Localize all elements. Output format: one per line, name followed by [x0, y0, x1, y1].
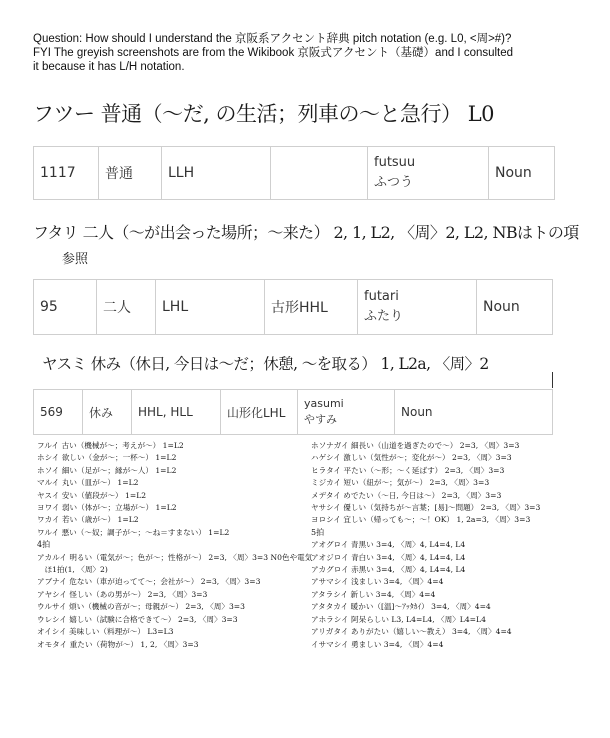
cell-kanji: 二人	[97, 280, 156, 335]
cell-number: 569	[34, 390, 83, 435]
dict-line: アタタカイ 暖かい（[温]〜ｱｯﾀｶｲ） 3=4, 〈周〉4=4	[311, 602, 491, 612]
table-row	[34, 147, 555, 200]
dict-line: フルイ 古い（機械が〜；考えが〜） 1=L2	[37, 441, 184, 450]
dict-line: オモタイ 重たい（荷物が〜） 1, 2, 〈周〉3=3	[37, 639, 199, 649]
dict-line: アヤシイ 怪しい（あの男が〜） 2=3, 〈周〉3=3	[37, 589, 208, 599]
dict-line: オイシイ 美味しい（料理が〜） L3=L3	[37, 627, 174, 637]
dict-line: ヨロシイ 宜しい（帰っても〜；〜！OK） 1, 2a=3, 〈周〉3=3	[311, 515, 531, 525]
dict-entry-yasumi: ヤスミ 休み（休日, 今日は〜だ；休憩, 〜を取る） 1, L2a, 〈周〉2	[42, 355, 489, 373]
cell-pos: Noun	[489, 147, 555, 200]
question-line-1: Question: How should I understand the 京阪系アクセント辞典 pitch notation (e.g. L0, <周>#)?	[33, 33, 512, 45]
dict-entry-futsuu: フツー 普通（〜だ, の生活；列車の〜と急行） L0	[33, 102, 495, 126]
question-line-2: FYI The greyish screenshots are from the Wikibook 京阪式アクセント（基礎）and I consulted	[33, 47, 514, 59]
reading-romaji: yasumi	[304, 397, 344, 410]
dict-line: メデタイ めでたい（〜日, 今日は〜） 2=3, 〈周〉3=3	[311, 490, 502, 500]
reading-romaji: futari	[364, 289, 399, 304]
dict-line: ワカイ 若い（歳が〜） 1=L2	[37, 515, 139, 525]
dict-line: ホソナガイ 細長い（山道を過ぎたので〜） 2=3, 〈周〉3=3	[311, 441, 520, 450]
dict-line: アホラシイ 阿呆らしい L3, L4=L4, 〈周〉L4=L4	[311, 614, 486, 624]
dict-line: ヤサシイ 優しい（気持ちが〜言葉；[易]〜問題） 2=3, 〈周〉3=3	[311, 503, 541, 513]
cell-kanji: 休み	[83, 390, 132, 435]
wikibook-table-1	[33, 146, 555, 200]
dict-line: アカグロイ 赤黒い 3=4, 〈周〉4, L4=4, L4	[311, 565, 466, 575]
cell-alt: 古形HHL	[265, 280, 358, 335]
reading-kana: ふつう	[374, 175, 414, 190]
cell-kanji: 普通	[99, 147, 162, 200]
cell-alt: 山形化LHL	[221, 390, 298, 435]
wikibook-table-3	[33, 389, 553, 435]
text-cursor-marker	[552, 372, 553, 388]
question-text	[33, 32, 593, 74]
dict-line: ほ1拍(1, 〈周〉2)	[37, 565, 108, 575]
dict-line: ウレシイ 嬉しい（試験に合格できて〜） 2=3, 〈周〉3=3	[37, 614, 238, 624]
cell-pitch: HHL, HLL	[132, 390, 221, 435]
question-line-3: it because it has L/H notation.	[33, 61, 185, 73]
dict-section-heading: 4拍	[37, 540, 51, 550]
table-row	[34, 280, 553, 335]
dict-line: アカルイ 明るい（電気が〜；色が〜；性格が〜） 2=3, 〈周〉3=3 N0色や電気	[37, 552, 313, 562]
dict-line: アリガタイ ありがたい（嬉しい〜教え） 3=4, 〈周〉4=4	[311, 627, 512, 637]
wikibook-row-table	[33, 146, 555, 200]
table-row	[34, 390, 553, 435]
dict-entry-futari-note: 参照	[62, 252, 89, 267]
dict-line: ヨワイ 弱い（体が〜；立場が〜） 1=L2	[37, 503, 177, 513]
cell-pitch: LHL	[156, 280, 265, 335]
reading-romaji: futsuu	[374, 155, 416, 170]
dict-line: アブナイ 危ない（車が迫ってて〜；会社が〜） 2=3, 〈周〉3=3	[37, 577, 261, 587]
cell-pitch: LLH	[162, 147, 271, 200]
dict-line: マルイ 丸い（皿が〜） 1=L2	[37, 478, 139, 488]
cell-reading	[298, 390, 395, 435]
dict-column-left	[37, 440, 313, 651]
dict-column-right	[311, 440, 577, 651]
cell-reading	[358, 280, 477, 335]
dict-line: アタラシイ 新しい 3=4, 〈周〉4=4	[311, 589, 436, 599]
dict-line: ヤスイ 安い（値段が〜） 1=L2	[37, 490, 147, 500]
dict-section-heading: 5拍	[311, 527, 325, 537]
dictionary-page-excerpt	[33, 440, 578, 736]
cell-pos: Noun	[477, 280, 553, 335]
reading-kana: やすみ	[304, 413, 337, 426]
dict-line: イサマシイ 勇ましい 3=4, 〈周〉4=4	[311, 639, 444, 649]
wikibook-row-table	[33, 279, 553, 335]
cell-pos: Noun	[395, 390, 553, 435]
dict-line: アオジロイ 青白い 3=4, 〈周〉4, L4=4, L4	[311, 552, 466, 562]
dict-line: ホソイ 細い（足が〜；縁が〜人） 1=L2	[37, 465, 177, 475]
dict-line: ウルサイ 煩い（機械の音が〜；母親が〜） 2=3, 〈周〉3=3	[37, 602, 246, 612]
dict-line: アオグロイ 青黒い 3=4, 〈周〉4, L4=4, L4	[311, 540, 466, 550]
dict-entry-futari: フタリ 二人（〜が出会った場所；〜来た） 2, 1, L2, 〈周〉2, L2, NBはトの項	[33, 223, 579, 242]
dict-line: ハゲシイ 激しい（気性が〜；変化が〜） 2=3, 〈周〉3=3	[311, 453, 512, 463]
cell-alt	[271, 147, 368, 200]
cell-number: 1117	[34, 147, 99, 200]
wikibook-table-2	[33, 279, 553, 335]
dict-line: ミジカイ 短い（紐が〜；気が〜） 2=3, 〈周〉3=3	[311, 478, 490, 488]
reading-kana: ふたり	[364, 309, 404, 324]
dict-line: ホシイ 欲しい（金が〜；一杯〜） 1=L2	[37, 453, 177, 463]
cell-number: 95	[34, 280, 97, 335]
cell-reading	[368, 147, 489, 200]
dict-line: アサマシイ 浅ましい 3=4, 〈周〉4=4	[311, 577, 444, 587]
dict-line: ワルイ 悪い（〜奴；調子が〜；〜ね＝すまない） 1=L2	[37, 527, 230, 537]
wikibook-row-table	[33, 389, 553, 435]
dict-line: ヒラタイ 平たい（〜形；〜く延ばす） 2=3, 〈周〉3=3	[311, 465, 505, 475]
